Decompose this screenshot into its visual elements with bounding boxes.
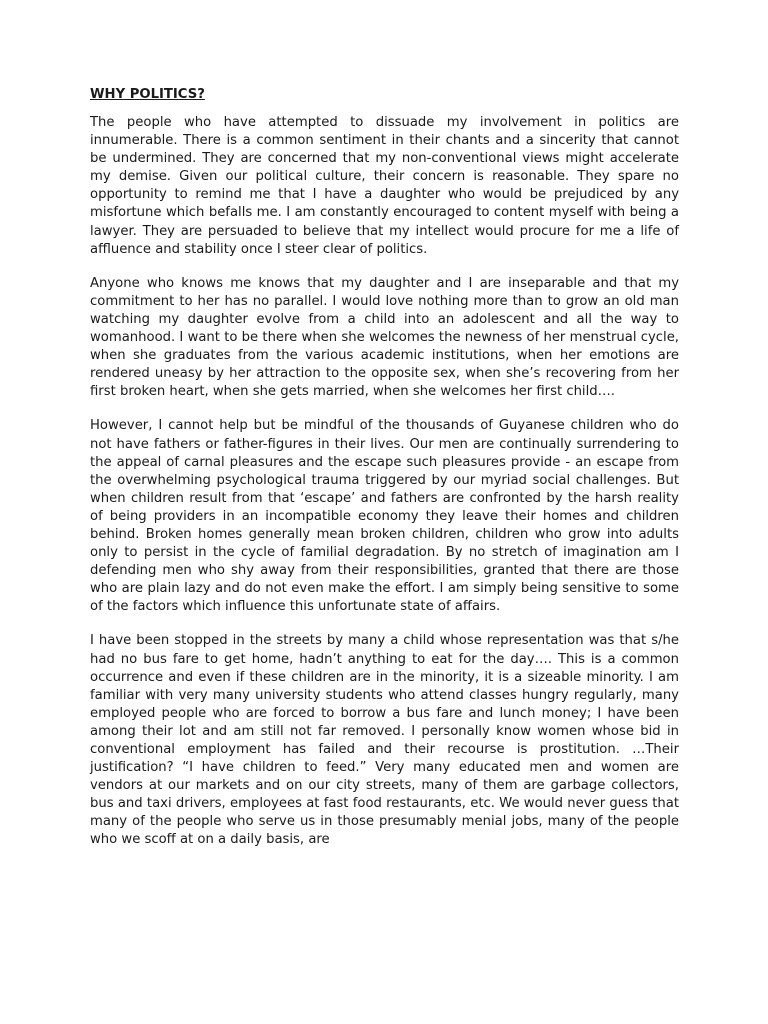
document-title: WHY POLITICS?	[90, 87, 205, 102]
paragraph-1: The people who have attempted to dissuade my involvement in politics are innumerable. There is a common sentiment in their chants and a sincerity that cannot be undermined. They are concerned that my non-conventional views might accelerate my demise. Given our political culture, their concern is reasonable. They spare no opportunity to remind me that I have a daughter who would be prejudiced by any misfortune which befalls me. I am constantly encouraged to content myself with being a lawyer. They are persuaded to believe that my intellect would procure for me a life of affluence and stability once I steer clear of politics.	[90, 115, 679, 257]
paragraph-2: Anyone who knows me knows that my daughter and I are inseparable and that my commitment to her has no parallel. I would love nothing more than to grow an old man watching my daughter evolve from a child into an adolescent and all the way to womanhood. I want to be there when she welcomes the newness of her menstrual cycle, when she graduates from the various academic institutions, when her emotions are rendered uneasy by her attraction to the opposite sex, when she’s recovering from her first broken heart, when she gets married, when she welcomes her first child….	[90, 275, 679, 400]
document-page	[90, 86, 679, 866]
paragraph-3: However, I cannot help but be mindful of the thousands of Guyanese children who do not have fathers or father-figures in their lives. Our men are continually surrendering to the appeal of carnal pleasures and the escape such pleasures provide - an escape from the overwhelming psychological trauma triggered by our myriad social challenges. But when children result from that ‘escape’ and fathers are confronted by the harsh reality of being providers in an incompatible economy they leave their homes and children behind. Broken homes generally mean broken children, children who grow into adults only to persist in the cycle of familial degradation. By no stretch of imagination am I defending men who shy away from their responsibilities, granted that there are those who are plain lazy and do not even make the effort. I am simply being sensitive to some of the factors which influence this unfortunate state of affairs.	[90, 418, 679, 615]
paragraph-4: I have been stopped in the streets by many a child whose representation was that s/he had no bus fare to get home, hadn’t anything to eat for the day…. This is a common occurrence and even if these children are in the minority, it is a sizeable minority. I am familiar with very many university students who attend classes hungry regularly, many employed people who are forced to borrow a bus fare and lunch money; I have been among their lot and am still not far removed. I personally know women whose bid in conventional employment has failed and their recourse is prostitution. …Their justification? “I have children to feed.” Very many educated men and women are vendors at our markets and on our city streets, many of them are garbage collectors, bus and taxi drivers, employees at fast food restaurants, etc. We would never guess that many of the people who serve us in those presumably menial jobs, many of the people who we scoff at on a daily basis, are	[90, 633, 679, 848]
